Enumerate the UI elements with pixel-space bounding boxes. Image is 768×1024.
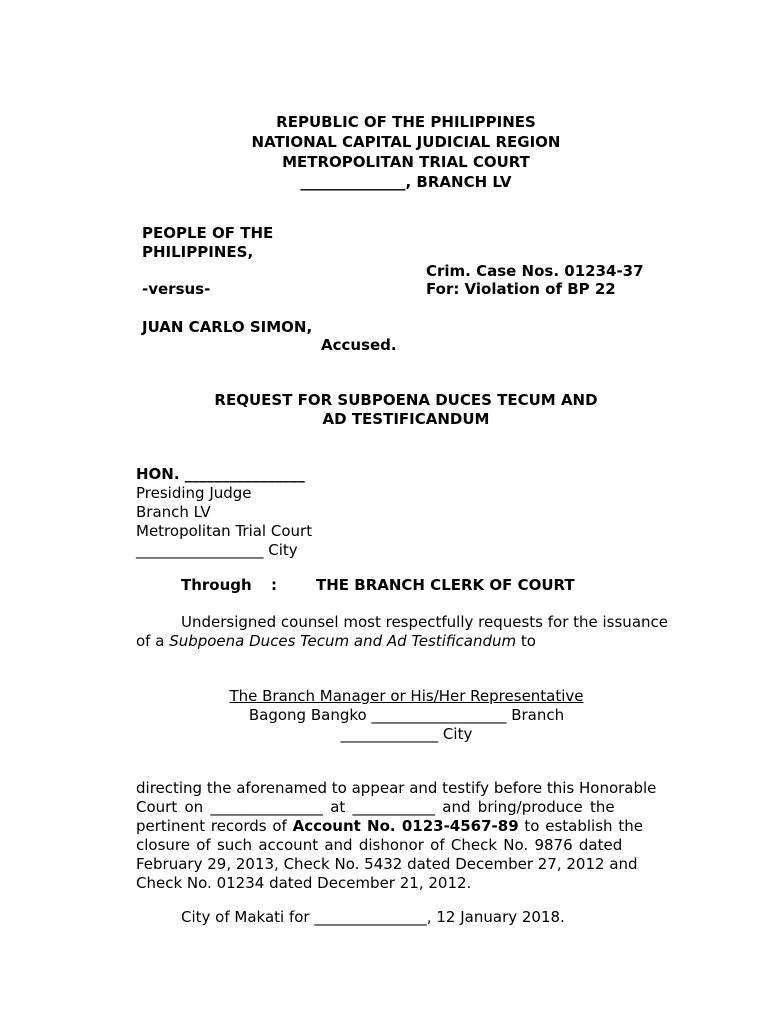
recipient-name: The Branch Manager or His/Her Representative [229, 687, 584, 705]
addressee-court: Metropolitan Trial Court [136, 522, 313, 540]
header-region: NATIONAL CAPITAL JUDICIAL REGION [251, 133, 561, 151]
violation-label: For: Violation of BP 22 [426, 280, 616, 298]
addressee-block [136, 465, 312, 560]
document-title [136, 391, 676, 429]
title-line-2: AD TESTIFICANDUM [322, 410, 490, 428]
title-line-1: REQUEST FOR SUBPOENA DUCES TECUM AND [214, 391, 598, 409]
versus-label: -versus- [142, 280, 211, 298]
request-line-2 [136, 632, 677, 651]
plaintiff-block [142, 224, 273, 262]
plaintiff-line-2: PHILIPPINES, [142, 243, 254, 261]
account-number: Account No. 0123-4567-89 [292, 817, 519, 835]
directing-line-3 [136, 817, 677, 836]
directing-line-1 [136, 779, 677, 798]
through-colon: : [271, 576, 277, 594]
addressee-hon: HON. ________________ [136, 465, 305, 483]
directing-line-1-text: directing the aforenamed to appear and testify before this Honorable [136, 779, 657, 797]
through-value: THE BRANCH CLERK OF COURT [316, 576, 575, 594]
through-label: Through [181, 576, 252, 594]
recipient-bank: Bagong Bangko __________________ Branch [248, 706, 565, 724]
addressee-title: Presiding Judge [136, 484, 252, 502]
subpoena-title: Subpoena Duces Tecum and Ad Testificandum [169, 632, 517, 650]
plaintiff-line-1: PEOPLE OF THE [142, 224, 274, 242]
directing-line-4: closure of such account and dishonor of Check No. 9876 dated [136, 836, 623, 854]
accused-name: JUAN CARLO SIMON, [142, 318, 313, 336]
request-paragraph [136, 613, 677, 651]
header-branch: ______________, BRANCH LV [300, 173, 512, 191]
directing-line-3-post: to establish the [518, 817, 643, 835]
accused-label: Accused. [321, 336, 397, 354]
header-court: METROPOLITAN TRIAL COURT [282, 153, 530, 171]
directing-line-3-pre: pertinent records of [136, 817, 293, 835]
directing-line-5: February 29, 2013, Check No. 5432 dated December 27, 2012 and [136, 855, 638, 873]
request-line-1: Undersigned counsel most respectfully requests for the issuance [181, 613, 668, 631]
closing-line: City of Makati for _______________, 12 January 2018. [181, 908, 565, 926]
request-line-2-post: to [516, 632, 536, 650]
request-line-2-pre: of a [136, 632, 170, 650]
directing-paragraph [136, 779, 677, 893]
directing-line-6: Check No. 01234 dated December 21, 2012. [136, 874, 472, 892]
addressee-city: _________________ City [136, 541, 298, 559]
recipient-city: _____________ City [340, 725, 473, 743]
header-republic: REPUBLIC OF THE PHILIPPINES [276, 113, 536, 131]
case-number: Crim. Case Nos. 01234-37 [426, 262, 644, 280]
addressee-branch: Branch LV [136, 503, 211, 521]
court-header [0, 113, 768, 193]
recipient-block [136, 687, 677, 744]
directing-line-2: Court on _______________ at ___________ and bring/produce the [136, 798, 615, 816]
